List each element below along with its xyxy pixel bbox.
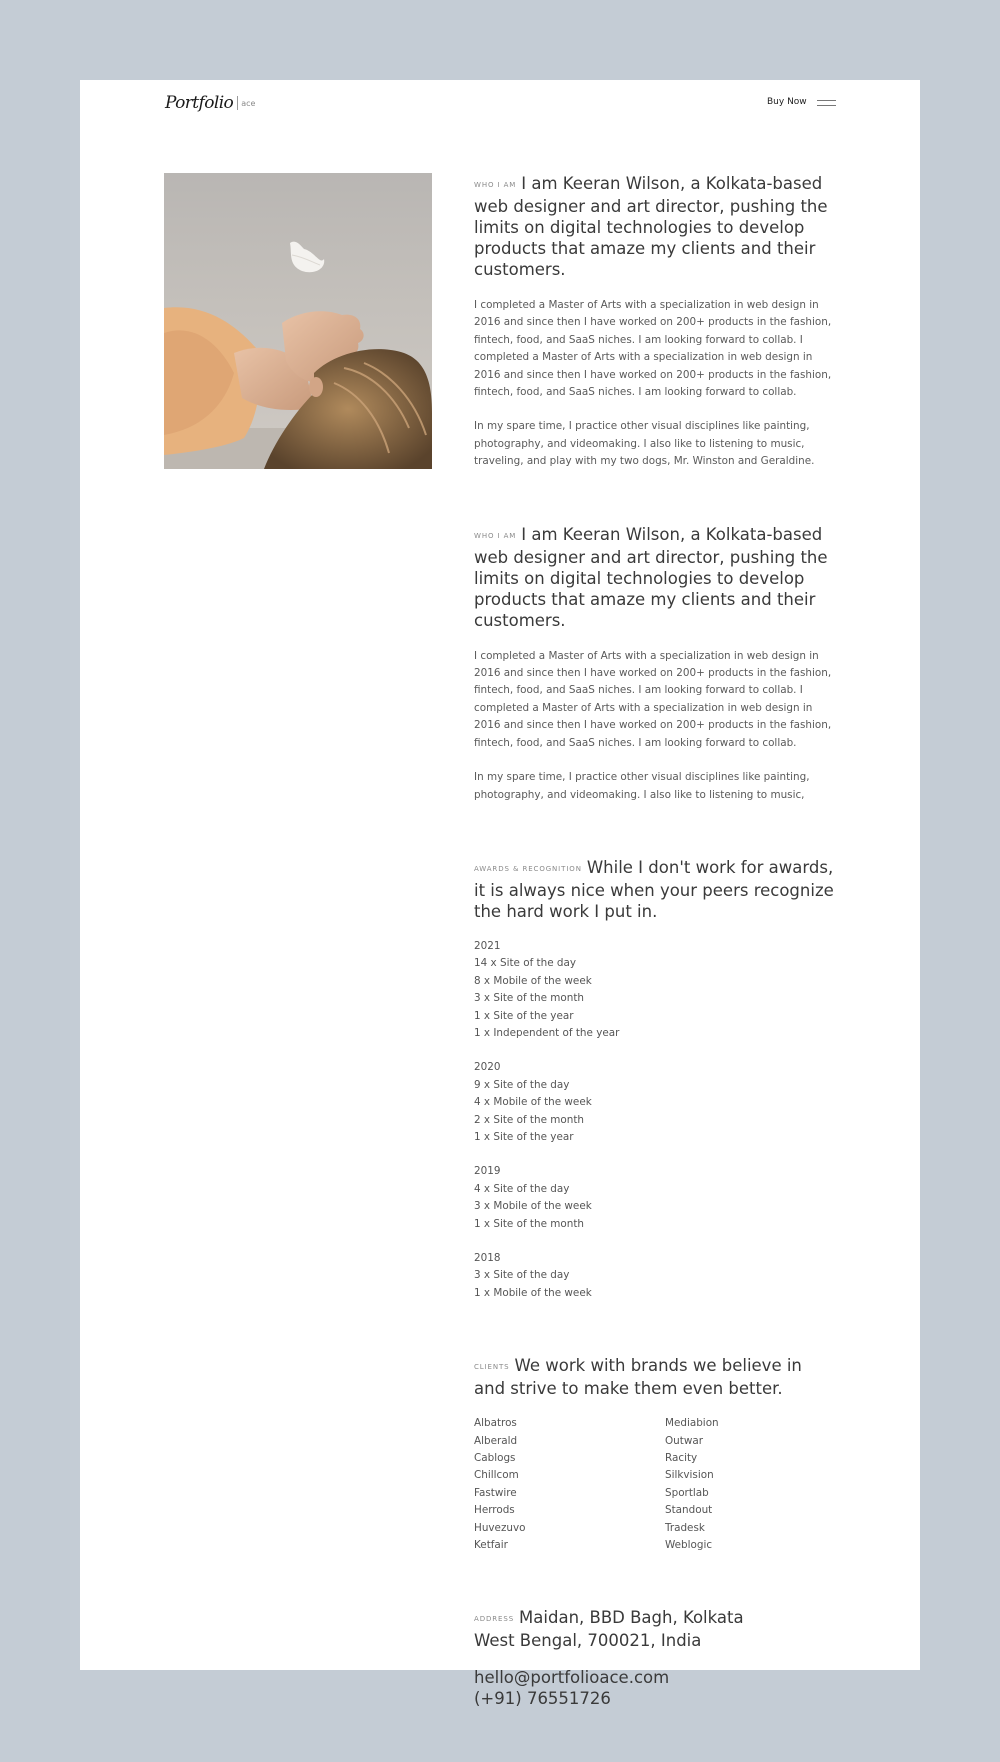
client-name: Mediabion [665,1417,719,1430]
clients-lead-text: We work with brands we believe in and strive to make them even better. [474,1356,802,1399]
about-paragraph-2: In my spare time, I practice other visual disciplines like painting, photography, and videomaking. I also like to listening to music, [474,771,810,801]
client-name: Albatros [474,1417,517,1430]
client-name: Fastwire [474,1486,517,1499]
about-section-2 [474,524,834,804]
about-lead-text: I am Keeran Wilson, a Kolkata-based web designer and art director, pushing the limits on digital technologies to develop products that amaze my clients and their customers. [474,174,828,279]
contact-details [474,1667,834,1709]
client-name: Standout [665,1504,713,1517]
award-item: 3 x Mobile of the week [474,1200,592,1213]
about-lead [474,524,834,631]
award-item: 1 x Site of the month [474,1217,585,1230]
page-card [80,80,920,1709]
about-paragraph-2: In my spare time, I practice other visual disciplines like painting, photography, and videomaking. I also like to listening to music, traveling, and play with my two dogs, Mr. Winston and Geraldine. [474,420,815,468]
address-line-1-text: Maidan, BBD Bagh, Kolkata [519,1608,744,1628]
client-name: Racity [665,1452,698,1465]
client-name: Chillcom [474,1469,519,1482]
awards-section [474,857,834,1302]
client-name: Alberald [474,1434,518,1447]
award-year: 2019 [474,1165,501,1178]
section-tag: CLIENTS [474,1363,510,1372]
section-tag: WHO I AM [474,531,517,540]
award-year-group [474,1250,834,1302]
phone-link[interactable]: (+91) 76551726 [474,1689,611,1709]
section-tag: AWARDS & RECOGNITION [474,864,582,873]
menu-line-bottom [817,105,836,106]
award-item: 1 x Site of the year [474,1009,574,1022]
woman-with-feather-icon [164,173,432,469]
award-item: 3 x Site of the month [474,992,585,1005]
client-name: Outwar [665,1434,703,1447]
client-name: Weblogic [665,1539,713,1552]
award-year: 2021 [474,939,501,952]
about-lead-text: I am Keeran Wilson, a Kolkata-based web designer and art director, pushing the limits on digital technologies to develop products that amaze my clients and their customers. [474,524,828,630]
hero-photo [164,173,432,469]
main-content [474,173,834,1762]
logo-divider [237,96,238,110]
logo-suffix: ace [241,98,256,108]
award-item: 4 x Mobile of the week [474,1096,592,1109]
award-item: 3 x Site of the day [474,1269,570,1282]
about-lead [474,173,834,280]
award-year-group [474,938,834,1042]
email-link[interactable]: hello@portfolioace.com [474,1668,670,1688]
buy-now-link[interactable]: Buy Now [767,97,807,107]
award-item: 1 x Site of the year [474,1130,574,1143]
menu-line-top [817,100,836,101]
logo-wordmark: Portfolio [165,93,234,113]
clients-column-1 [474,1415,665,1554]
hamburger-menu-icon[interactable] [817,100,836,106]
award-item: 1 x Mobile of the week [474,1286,592,1299]
about-paragraph-1: I completed a Master of Arts with a specialization in web design in 2016 and since then I have worked on 200+ products in the fashion, fintech, food, and SaaS niches. I am looking forward to collab. I completed a Master of Arts with a specialization in web design in 2016 and since then I have worked on 200+ products in the fashion, fintech, food, and SaaS niches. I am looking forward to collab. [474,299,832,399]
address-line-1 [474,1607,834,1630]
clients-list [474,1415,834,1554]
site-logo[interactable] [165,93,255,113]
award-item: 8 x Mobile of the week [474,974,592,987]
award-item: 2 x Site of the month [474,1113,585,1126]
awards-lead [474,857,834,922]
award-year: 2018 [474,1252,501,1264]
award-item: 1 x Independent of the year [474,1026,620,1039]
section-tag: WHO I AM [474,181,517,189]
about-paragraph-1: I completed a Master of Arts with a specialization in web design in 2016 and since then I have worked on 200+ products in the fashion, fintech, food, and SaaS niches. I am looking forward to collab. I completed a Master of Arts with a specialization in web design in 2016 and since then I have worked on 200+ products in the fashion, fintech, food, and SaaS niches. I am looking forward to collab. [474,649,832,749]
award-year: 2020 [474,1061,501,1074]
client-name: Silkvision [665,1469,714,1482]
award-year-group [474,1059,834,1146]
clients-column-2 [665,1415,825,1554]
awards-lead-text: While I don't work for awards, it is always nice when your peers recognize the hard work I put in. [474,857,834,921]
client-name: Tradesk [665,1521,705,1534]
client-name: Herrods [474,1504,515,1517]
client-name: Ketfair [474,1539,508,1552]
client-name: Sportlab [665,1486,709,1499]
clients-section [474,1355,834,1554]
address-section [474,1607,834,1709]
award-item: 9 x Site of the day [474,1078,570,1091]
client-name: Huvezuvo [474,1521,526,1534]
section-tag: ADDRESS [474,1615,515,1624]
award-year-group [474,1163,834,1233]
award-item: 4 x Site of the day [474,1182,570,1195]
award-item: 14 x Site of the day [474,957,577,970]
about-section-1 [474,173,834,471]
clients-lead [474,1355,834,1399]
address-line-2: West Bengal, 700021, India [474,1631,702,1651]
client-name: Cablogs [474,1452,516,1465]
